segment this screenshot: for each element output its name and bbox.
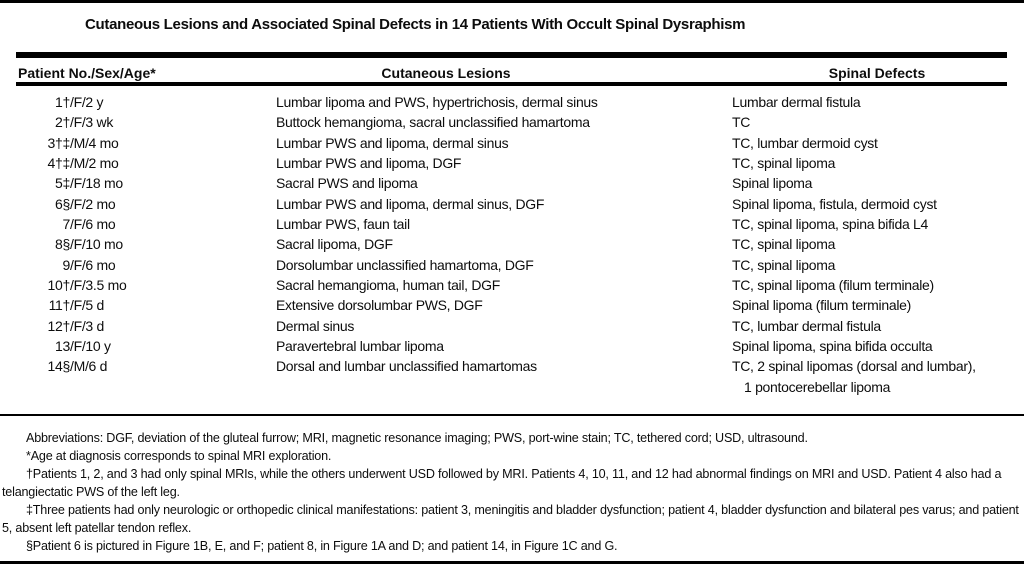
patient-sex-age: /F/3 wk bbox=[70, 114, 114, 131]
table-row bbox=[0, 194, 1024, 214]
lesions-cell: Sacral lipoma, DGF bbox=[276, 236, 393, 253]
patient-number: 10† bbox=[47, 277, 70, 294]
lesions-cell: Lumbar PWS and lipoma, DGF bbox=[276, 155, 462, 172]
header-rule bbox=[16, 82, 1007, 86]
patient-cell bbox=[0, 295, 276, 315]
column-header-lesions: Cutaneous Lesions bbox=[381, 65, 511, 81]
lesions-cell: Dermal sinus bbox=[276, 317, 355, 334]
defects-text: Spinal lipoma, fistula, dermoid cyst bbox=[732, 195, 937, 212]
patient-sex-age: /F/10 mo bbox=[70, 236, 123, 253]
bottom-rule bbox=[0, 561, 1024, 564]
patient-number: 9 bbox=[62, 256, 70, 273]
defects-cell bbox=[732, 255, 1024, 275]
lesions-cell: Extensive dorsolumbar PWS, DGF bbox=[276, 297, 483, 314]
defects-text: TC, spinal lipoma bbox=[732, 155, 836, 172]
body-footnote-divider bbox=[0, 414, 1024, 416]
patient-cell bbox=[0, 336, 276, 356]
patient-number: 3†‡ bbox=[47, 134, 70, 151]
table-row bbox=[0, 234, 1024, 254]
table-header bbox=[0, 62, 1024, 84]
patient-cell bbox=[0, 92, 276, 112]
defects-text: TC, spinal lipoma bbox=[732, 236, 836, 253]
table-row bbox=[0, 316, 1024, 336]
defects-cell bbox=[732, 133, 1024, 153]
patient-number: 12† bbox=[47, 317, 70, 334]
patient-cell bbox=[0, 112, 276, 132]
footnote-asterisk: *Age at diagnosis corresponds to spinal MRI exploration. bbox=[26, 449, 332, 463]
patient-cell bbox=[0, 153, 276, 173]
patient-sex-age: /F/2 mo bbox=[70, 195, 116, 212]
footnote-section: §Patient 6 is pictured in Figure 1B, E, and F; patient 8, in Figure 1A and D; and patient 14, in Figure 1C and G. bbox=[26, 539, 618, 553]
patient-number: 11† bbox=[48, 297, 70, 314]
defects-cell bbox=[732, 316, 1024, 336]
defects-cell bbox=[732, 275, 1024, 295]
patient-sex-age: /F/5 d bbox=[70, 297, 104, 314]
defects-text: TC bbox=[732, 114, 751, 131]
patient-cell bbox=[0, 255, 276, 275]
defects-cell bbox=[732, 295, 1024, 315]
lesions-cell: Lumbar PWS, faun tail bbox=[276, 216, 410, 233]
defects-text: Spinal lipoma (filum terminale) bbox=[732, 297, 911, 314]
patient-cell bbox=[0, 275, 276, 295]
table-row bbox=[0, 153, 1024, 173]
table-row bbox=[0, 112, 1024, 132]
table-row bbox=[0, 214, 1024, 234]
patient-sex-age: /M/2 mo bbox=[70, 155, 119, 172]
lesions-cell: Sacral hemangioma, human tail, DGF bbox=[276, 277, 501, 294]
defects-text: TC, spinal lipoma (filum terminale) bbox=[732, 277, 934, 294]
patient-sex-age: /F/3 d bbox=[70, 317, 104, 334]
patient-number: 8§ bbox=[55, 236, 70, 253]
defects-text: Spinal lipoma, spina bifida occulta bbox=[732, 338, 933, 355]
patient-cell bbox=[0, 356, 276, 397]
patient-sex-age: /F/6 mo bbox=[70, 216, 116, 233]
defects-text: TC, 2 spinal lipomas (dorsal and lumbar), bbox=[732, 358, 976, 375]
patient-sex-age: /M/6 d bbox=[70, 358, 108, 375]
column-header-patient: Patient No./Sex/Age* bbox=[18, 65, 156, 81]
column-header-defects: Spinal Defects bbox=[828, 65, 926, 81]
patient-number: 2† bbox=[55, 114, 70, 131]
lesions-cell: Paravertebral lumbar lipoma bbox=[276, 338, 444, 355]
lesions-cell: Buttock hemangioma, sacral unclassified hamartoma bbox=[276, 114, 590, 131]
patient-number: 7 bbox=[62, 216, 70, 233]
table-row bbox=[0, 255, 1024, 275]
table-row bbox=[0, 356, 1024, 397]
title-rule bbox=[16, 52, 1007, 58]
defects-text-line2: 1 pontocerebellar lipoma bbox=[744, 378, 891, 395]
defects-cell bbox=[732, 153, 1024, 173]
lesions-cell: Dorsal and lumbar unclassified hamartomas bbox=[276, 358, 537, 375]
patient-cell bbox=[0, 214, 276, 234]
table-row bbox=[0, 92, 1024, 112]
defects-text: Lumbar dermal fistula bbox=[732, 94, 861, 110]
defects-text: TC, spinal lipoma, spina bifida L4 bbox=[732, 216, 929, 233]
defects-cell bbox=[732, 336, 1024, 356]
lesions-cell: Lumbar PWS and lipoma, dermal sinus, DGF bbox=[276, 195, 545, 212]
defects-cell bbox=[732, 234, 1024, 254]
top-rule bbox=[0, 0, 1024, 3]
lesions-cell: Lumbar lipoma and PWS, hypertrichosis, dermal sinus bbox=[276, 94, 598, 110]
defects-text: Spinal lipoma bbox=[732, 175, 813, 192]
table-row bbox=[0, 173, 1024, 193]
lesions-cell: Lumbar PWS and lipoma, dermal sinus bbox=[276, 134, 509, 151]
defects-text: TC, spinal lipoma bbox=[732, 256, 836, 273]
defects-text: TC, lumbar dermal fistula bbox=[732, 317, 881, 334]
table-row bbox=[0, 295, 1024, 315]
patient-cell bbox=[0, 234, 276, 254]
footnote-dagger: †Patients 1, 2, and 3 had only spinal MRIs, while the others underwent USD followed by MRI. Patients 4, 10, 11, and 12 had abnormal findings on MRI and USD. Patient 4 also had a telangiectatic PWS of the left leg. bbox=[2, 467, 1002, 499]
patient-cell bbox=[0, 133, 276, 153]
footnote-double-dagger: ‡Three patients had only neurologic or orthopedic clinical manifestations: patient 3, meningitis and bladder dysfunction; patient 4, bladder dysfunction and bilateral pes varus; and patient 5, absent left patellar tendon reflex. bbox=[2, 503, 1019, 535]
patient-sex-age: /F/10 y bbox=[70, 338, 111, 355]
lesions-cell: Dorsolumbar unclassified hamartoma, DGF bbox=[276, 256, 534, 273]
patient-number: 4†‡ bbox=[47, 155, 70, 172]
patient-cell bbox=[0, 194, 276, 214]
patient-number: 6§ bbox=[55, 195, 70, 212]
table-row bbox=[0, 336, 1024, 356]
patient-number: 5‡ bbox=[55, 175, 70, 192]
defects-cell bbox=[732, 92, 1024, 112]
defects-cell bbox=[732, 194, 1024, 214]
table-body bbox=[0, 92, 1024, 397]
footnotes bbox=[2, 429, 1022, 555]
defects-cell bbox=[732, 214, 1024, 234]
patient-sex-age: /F/6 mo bbox=[70, 256, 116, 273]
patient-cell bbox=[0, 316, 276, 336]
patient-sex-age: /F/18 mo bbox=[70, 175, 123, 192]
footnote-abbreviations: Abbreviations: DGF, deviation of the gluteal furrow; MRI, magnetic resonance imaging; PWS, port-wine stain; TC, tethered cord; USD, ultrasound. bbox=[26, 431, 808, 445]
patient-cell bbox=[0, 173, 276, 193]
patient-number: 14§ bbox=[47, 358, 70, 375]
patient-sex-age: /F/2 y bbox=[70, 94, 104, 110]
defects-text: TC, lumbar dermoid cyst bbox=[732, 134, 878, 151]
lesions-cell: Sacral PWS and lipoma bbox=[276, 175, 418, 192]
patient-sex-age: /M/4 mo bbox=[70, 134, 119, 151]
table-row bbox=[0, 275, 1024, 295]
defects-cell bbox=[732, 356, 1024, 397]
table-title: Cutaneous Lesions and Associated Spinal Defects in 14 Patients With Occult Spinal Dysraphism bbox=[85, 16, 746, 33]
defects-cell bbox=[732, 112, 1024, 132]
patient-sex-age: /F/3.5 mo bbox=[70, 277, 127, 294]
defects-cell bbox=[732, 173, 1024, 193]
patient-number: 1† bbox=[55, 94, 70, 110]
table-row bbox=[0, 133, 1024, 153]
patient-number: 13 bbox=[55, 338, 70, 355]
